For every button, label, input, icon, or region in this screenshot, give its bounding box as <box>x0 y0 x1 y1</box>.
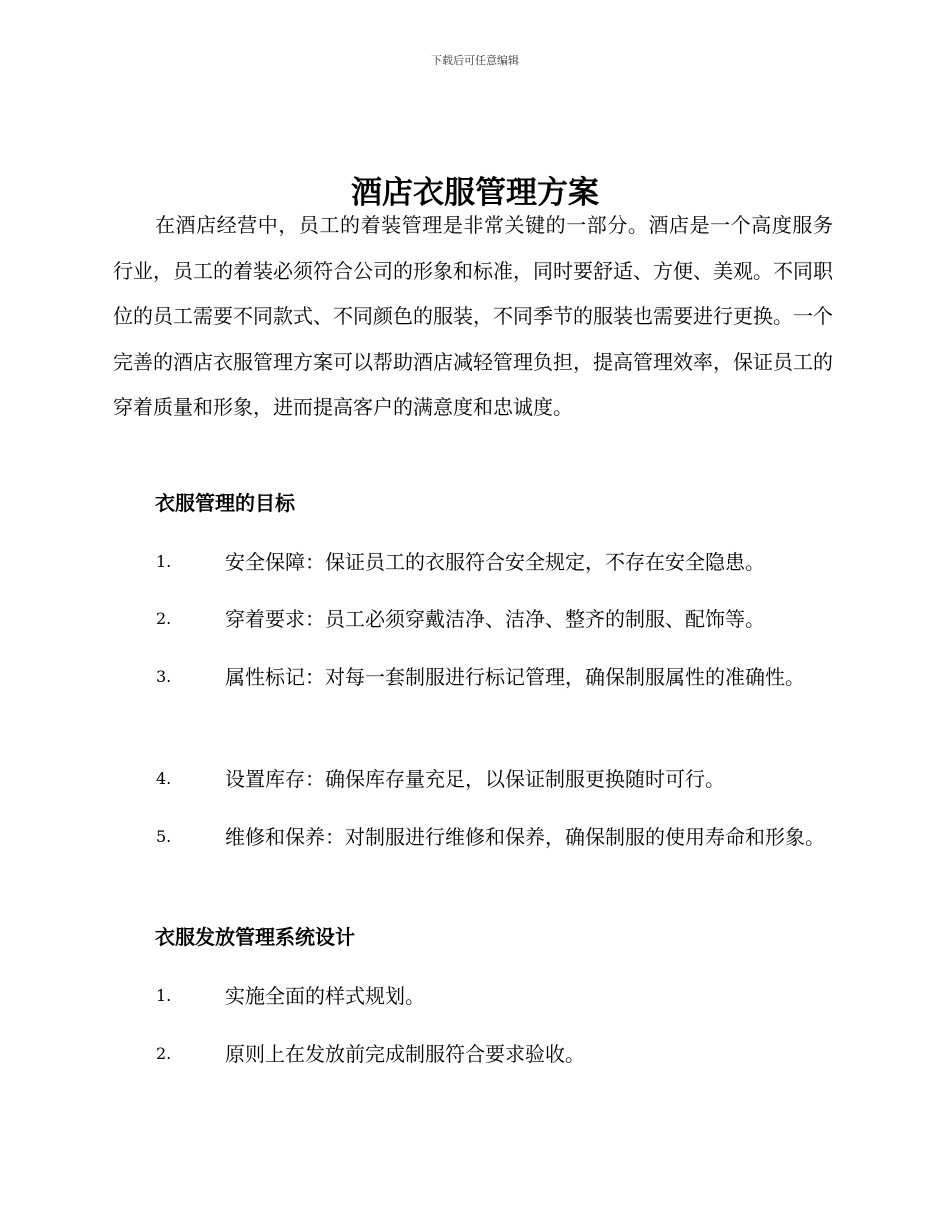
goal-item-number: 5. <box>156 827 172 846</box>
goal-item-number: 1. <box>156 552 172 571</box>
header-note: 下载后可任意编辑 <box>431 54 519 67</box>
goal-item-number: 4. <box>156 769 172 788</box>
system-design-list-item <box>113 1025 833 1083</box>
goal-list-item <box>113 533 833 591</box>
goal-list-item <box>113 590 833 648</box>
system-item-text: 原则上在发放前完成制服符合要求验收。 <box>225 1042 585 1066</box>
goal-list-item <box>113 808 833 866</box>
system-design-list-item <box>113 967 833 1025</box>
goal-item-text: 设置库存：确保库存量充足，以保证制服更换随时可行。 <box>225 767 725 791</box>
goal-list-item <box>113 750 833 808</box>
intro-paragraph: 在酒店经营中，员工的着装管理是非常关键的一部分。酒店是一个高度服务行业，员工的着装必须符合公司的形象和标准，同时要舒适、方便、美观。不同职位的员工需要不同款式、不同颜色的服装，不同季节的服装也需要进行更换。一个完善的酒店衣服管理方案可以帮助酒店减轻管理负担，提高管理效率，保证员工的穿着质量和形象，进而提高客户的满意度和忠诚度。 <box>113 213 833 419</box>
system-item-number: 2. <box>156 1044 172 1063</box>
system-item-text: 实施全面的样式规划。 <box>225 984 425 1008</box>
document-title: 酒店衣服管理方案 <box>351 174 599 211</box>
system-design-section-heading: 衣服发放管理系统设计 <box>155 925 355 949</box>
goals-section-heading: 衣服管理的目标 <box>155 491 295 515</box>
goal-item-text: 属性标记：对每一套制服进行标记管理，确保制服属性的准确性。 <box>225 665 805 689</box>
goal-item-number: 3. <box>156 667 172 686</box>
goal-list-item <box>113 648 833 706</box>
goal-item-text: 维修和保养：对制服进行维修和保养，确保制服的使用寿命和形象。 <box>225 825 825 849</box>
goal-item-number: 2. <box>156 609 172 628</box>
goal-item-text: 安全保障：保证员工的衣服符合安全规定，不存在安全隐患。 <box>225 550 765 574</box>
system-item-number: 1. <box>156 986 172 1005</box>
goal-item-text: 穿着要求：员工必须穿戴洁净、洁净、整齐的制服、配饰等。 <box>225 607 765 631</box>
